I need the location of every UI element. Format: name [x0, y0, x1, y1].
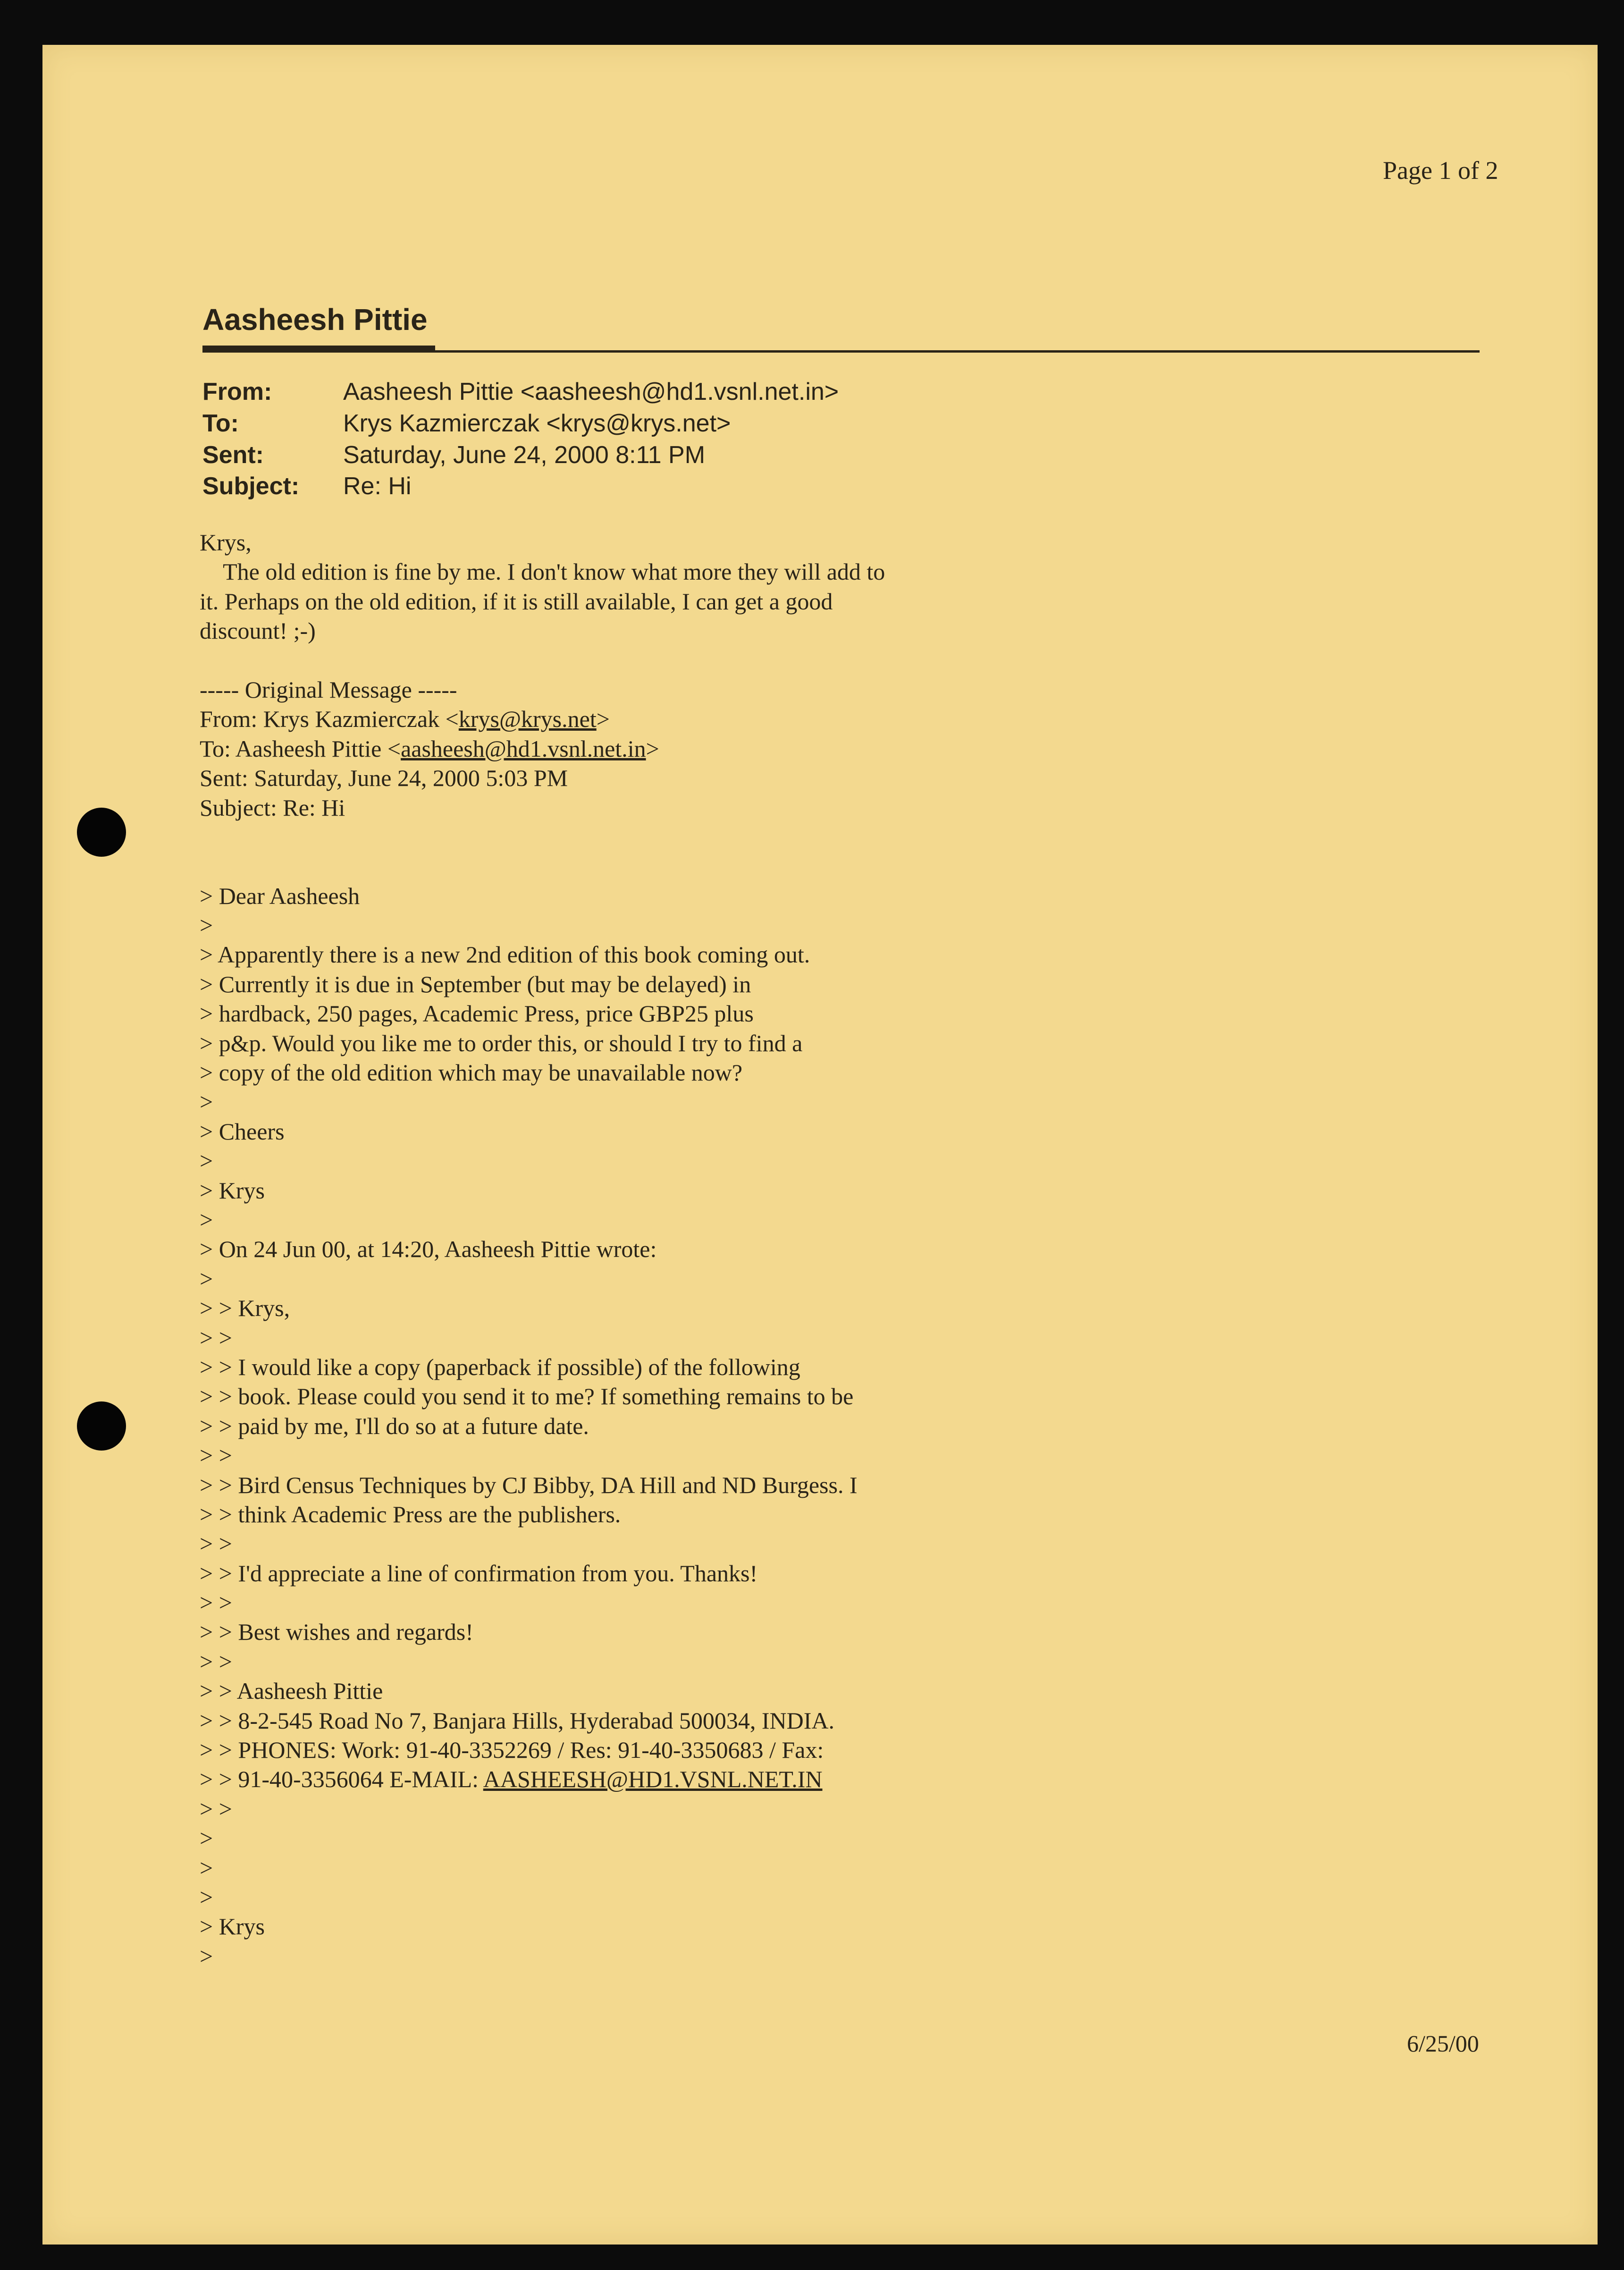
body-line — [200, 1647, 885, 1676]
body-line — [200, 1588, 885, 1617]
body-text: > — [200, 1942, 213, 1969]
body-line — [200, 822, 885, 852]
body-line — [200, 1470, 885, 1500]
body-text: > On 24 Jun 00, at 14:20, Aasheesh Pittie wrote: — [200, 1236, 657, 1263]
body-line — [200, 675, 885, 704]
body-text: > > Best wishes and regards! — [200, 1619, 473, 1646]
body-text: > > PHONES: Work: 91-40-3352269 / Res: 91-40-3350683 / Fax: — [200, 1737, 824, 1764]
body-line — [200, 911, 885, 940]
body-text: discount! ;-) — [200, 617, 316, 644]
body-line — [200, 852, 885, 881]
body-text: Sent: Saturday, June 24, 2000 5:03 PM — [200, 765, 568, 792]
body-line — [200, 1823, 885, 1853]
body-text: > > Aasheesh Pittie — [200, 1678, 383, 1705]
body-text: The old edition is fine by me. I don't know what more they will add to — [200, 558, 885, 585]
body-text: > Cheers — [200, 1118, 285, 1145]
body-line — [200, 1941, 885, 1971]
body-line — [200, 1029, 885, 1058]
body-line — [200, 1764, 885, 1794]
punch-hole — [77, 1401, 126, 1451]
body-text: > Currently it is due in September (but may be delayed) in — [200, 970, 751, 997]
body-line — [200, 1441, 885, 1470]
print-date: 6/25/00 — [1407, 2030, 1479, 2057]
email-link[interactable]: krys@krys.net — [458, 706, 597, 733]
body-line — [200, 970, 885, 999]
body-text: > — [200, 912, 213, 939]
body-line — [200, 1117, 885, 1146]
body-line — [200, 1087, 885, 1116]
header-label: From: — [202, 378, 272, 405]
body-text: > p&p. Would you like me to order this, or should I try to find a — [200, 1030, 803, 1056]
header-value: Re: Hi — [343, 473, 412, 500]
body-line — [200, 1706, 885, 1735]
body-text: > > I'd appreciate a line of confirmation from you. Thanks! — [200, 1560, 758, 1586]
body-text: > > — [200, 1589, 232, 1616]
body-text: > Krys — [200, 1177, 265, 1204]
body-line — [200, 1912, 885, 1941]
body-text: > — [646, 735, 659, 762]
body-text: > — [200, 1089, 213, 1115]
body-line — [200, 1559, 885, 1588]
body-text: > > — [200, 1442, 232, 1469]
body-text: > — [200, 1854, 213, 1881]
body-line — [200, 1234, 885, 1264]
body-text: > — [200, 1265, 213, 1292]
body-text: > > 91-40-3356064 E-MAIL: — [200, 1766, 483, 1793]
page-number: Page 1 of 2 — [1383, 156, 1498, 185]
body-line — [200, 1264, 885, 1293]
header-label: Subject: — [202, 473, 300, 500]
body-text: > > — [200, 1795, 232, 1822]
body-line — [200, 616, 885, 645]
body-line — [200, 1293, 885, 1323]
body-text: > copy of the old edition which may be unavailable now? — [200, 1059, 743, 1086]
body-text: > > I would like a copy (paperback if possible) of the following — [200, 1353, 800, 1380]
body-line — [200, 940, 885, 969]
body-text: it. Perhaps on the old edition, if it is still available, I can get a good — [200, 588, 833, 615]
body-text: > Apparently there is a new 2nd edition of this book coming out. — [200, 941, 810, 968]
body-line — [200, 763, 885, 793]
body-line — [200, 1735, 885, 1764]
header-label: To: — [202, 410, 239, 437]
body-line — [200, 1529, 885, 1558]
body-text: > > book. Please could you send it to me? If something remains to be — [200, 1383, 854, 1410]
body-line — [200, 999, 885, 1028]
body-text: > > — [200, 1648, 232, 1675]
body-text: To: Aasheesh Pittie < — [200, 735, 401, 762]
body-line — [200, 1382, 885, 1411]
body-line — [200, 734, 885, 763]
body-text: Subject: Re: Hi — [200, 794, 345, 821]
body-text: > > Bird Census Techniques by CJ Bibby, DA Hill and ND Burgess. I — [200, 1471, 858, 1498]
header-divider — [202, 350, 1480, 353]
body-text: > — [200, 1148, 213, 1174]
body-line — [200, 704, 885, 734]
body-text: ----- Original Message ----- — [200, 676, 457, 703]
body-line — [200, 1146, 885, 1175]
punch-hole — [77, 808, 126, 857]
body-line — [200, 587, 885, 616]
header-value: Saturday, June 24, 2000 8:11 PM — [343, 441, 706, 469]
body-line — [200, 1058, 885, 1087]
body-line — [200, 1882, 885, 1912]
body-text: > — [200, 1883, 213, 1910]
body-line — [200, 646, 885, 675]
message-body — [200, 528, 885, 1971]
body-line — [200, 1676, 885, 1705]
body-text: > > Krys, — [200, 1295, 290, 1322]
header-value: Aasheesh Pittie <aasheesh@hd1.vsnl.net.in> — [343, 378, 839, 405]
body-text: > > paid by me, I'll do so at a future date. — [200, 1412, 589, 1439]
body-text: Krys, — [200, 529, 252, 556]
header-value: Krys Kazmierczak <krys@krys.net> — [343, 410, 731, 437]
body-line — [200, 1176, 885, 1205]
body-line — [200, 881, 885, 911]
body-text: > — [596, 706, 610, 733]
body-text: > hardback, 250 pages, Academic Press, price GBP25 plus — [200, 1000, 754, 1027]
body-line — [200, 528, 885, 557]
body-text: > > — [200, 1324, 232, 1351]
email-link[interactable]: AASHEESH@HD1.VSNL.NET.IN — [483, 1766, 823, 1793]
body-text: From: Krys Kazmierczak < — [200, 706, 459, 733]
email-link[interactable]: aasheesh@hd1.vsnl.net.in — [401, 735, 646, 762]
body-line — [200, 1794, 885, 1823]
body-line — [200, 557, 885, 586]
body-line — [200, 1617, 885, 1646]
body-line — [200, 1205, 885, 1234]
body-line — [200, 793, 885, 822]
body-line — [200, 1352, 885, 1382]
body-text: > Dear Aasheesh — [200, 882, 360, 909]
body-text: > > think Academic Press are the publishers. — [200, 1501, 621, 1527]
header-label: Sent: — [202, 441, 264, 469]
body-line — [200, 1853, 885, 1882]
body-text: > > 8-2-545 Road No 7, Banjara Hills, Hyderabad 500034, INDIA. — [200, 1707, 835, 1734]
body-line — [200, 1323, 885, 1352]
body-text: > Krys — [200, 1913, 265, 1940]
body-text: > — [200, 1206, 213, 1233]
body-text: > — [200, 1825, 213, 1852]
body-text: > > — [200, 1530, 232, 1557]
body-line — [200, 1411, 885, 1441]
sender-title: Aasheesh Pittie — [202, 303, 428, 337]
body-line — [200, 1500, 885, 1529]
